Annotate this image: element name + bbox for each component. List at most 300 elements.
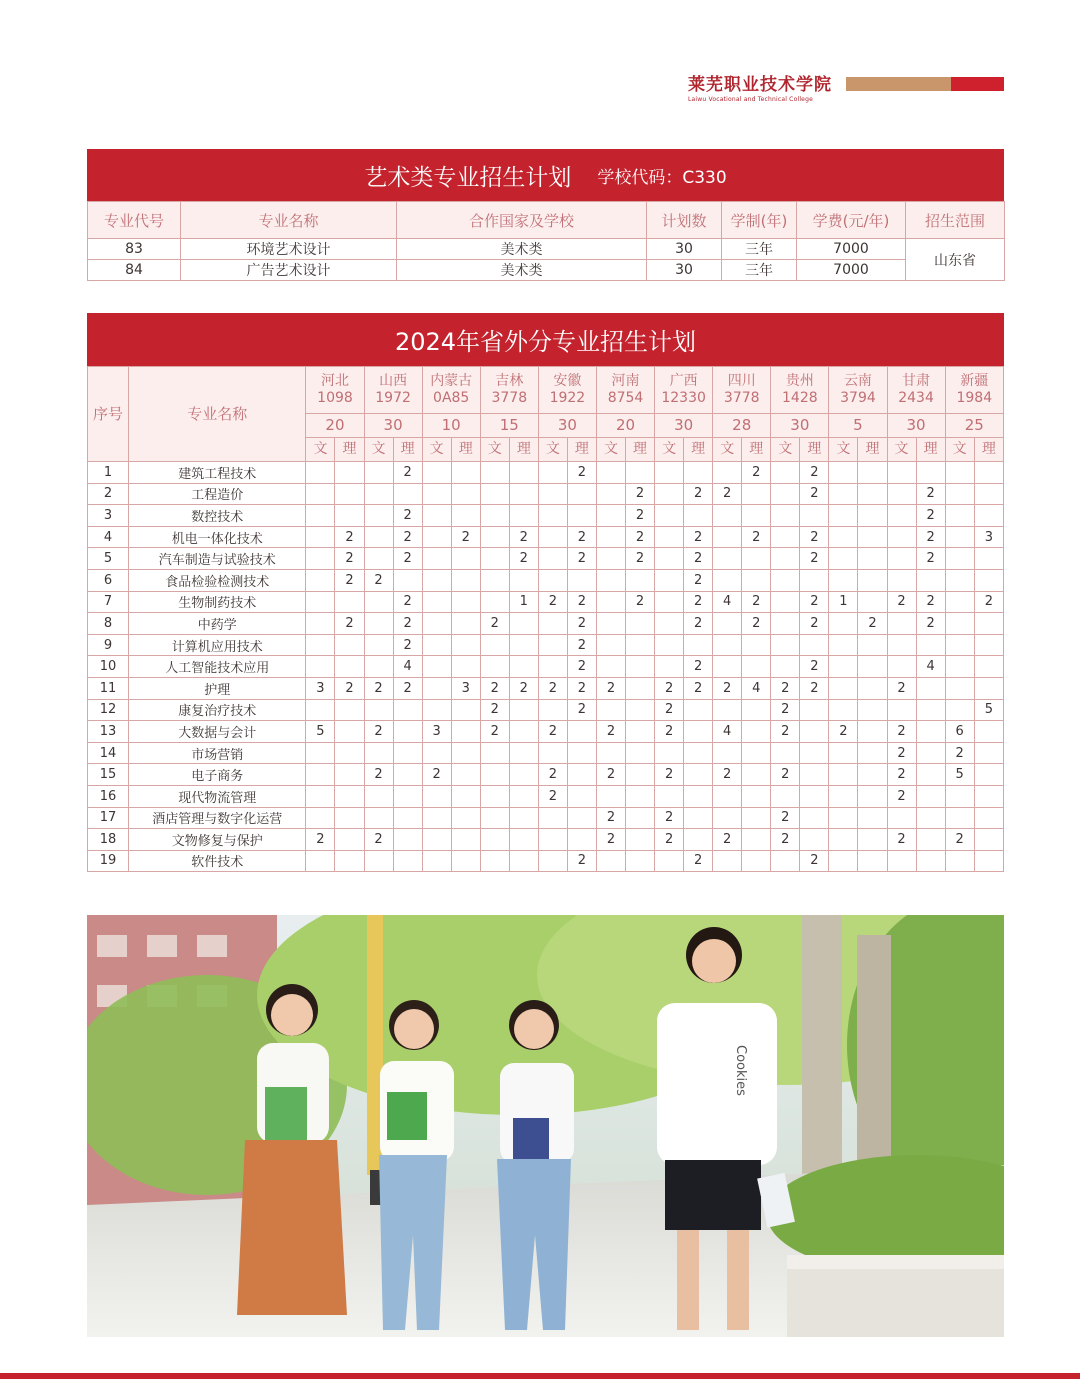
quota-cell: 2 xyxy=(684,548,713,570)
quota-cell xyxy=(306,785,335,807)
quota-cell xyxy=(422,483,451,505)
art-enrollment-table xyxy=(87,201,1005,281)
quota-cell: 2 xyxy=(567,613,596,635)
row-major-name: 中药学 xyxy=(129,613,306,635)
school-code: 学校代码：C330 xyxy=(597,167,727,188)
quota-cell xyxy=(655,548,684,570)
quota-cell: 2 xyxy=(684,850,713,872)
province-name: 内蒙古 xyxy=(430,373,473,389)
quota-cell xyxy=(945,462,974,484)
row-seq: 6 xyxy=(88,569,129,591)
province-name: 四川 xyxy=(727,373,756,389)
row-seq: 11 xyxy=(88,677,129,699)
quota-cell xyxy=(742,764,771,786)
quota-cell xyxy=(858,548,887,570)
quota-cell xyxy=(335,483,364,505)
quota-cell xyxy=(451,569,480,591)
quota-cell xyxy=(742,785,771,807)
quota-cell xyxy=(771,548,800,570)
art-header-cell: 计划数 xyxy=(647,202,722,239)
quota-cell xyxy=(713,526,742,548)
province-header xyxy=(829,367,887,414)
quota-cell xyxy=(306,742,335,764)
quota-cell xyxy=(596,699,625,721)
quota-cell: 2 xyxy=(306,829,335,851)
art-cell: 美术类 xyxy=(397,239,647,260)
quota-cell xyxy=(800,785,829,807)
quota-cell xyxy=(538,829,567,851)
quota-cell: 2 xyxy=(800,526,829,548)
quota-cell xyxy=(538,526,567,548)
quota-cell xyxy=(916,462,945,484)
header-decor-bar-tan xyxy=(846,77,951,91)
art-table-title-band xyxy=(87,149,1004,201)
quota-cell xyxy=(538,850,567,872)
row-major-name: 现代物流管理 xyxy=(129,785,306,807)
prov-table-row xyxy=(88,526,1004,548)
quota-cell xyxy=(422,807,451,829)
quota-cell: 2 xyxy=(509,677,538,699)
quota-cell xyxy=(393,764,422,786)
quota-cell xyxy=(684,462,713,484)
quota-cell xyxy=(422,656,451,678)
quota-cell xyxy=(306,764,335,786)
quota-cell xyxy=(451,850,480,872)
quota-cell xyxy=(916,742,945,764)
quota-cell: 2 xyxy=(800,656,829,678)
prov-table-row xyxy=(88,785,1004,807)
quota-cell: 2 xyxy=(684,591,713,613)
quota-cell xyxy=(422,677,451,699)
quota-cell xyxy=(800,742,829,764)
quota-cell: 2 xyxy=(538,785,567,807)
quota-cell xyxy=(742,742,771,764)
track-wen-header: 文 xyxy=(771,438,800,462)
track-wen-header: 文 xyxy=(422,438,451,462)
quota-cell xyxy=(974,742,1003,764)
quota-cell xyxy=(800,764,829,786)
campus-students-photo xyxy=(87,915,1004,1337)
province-total: 20 xyxy=(306,414,364,438)
prov-table-row xyxy=(88,807,1004,829)
track-wen-header: 文 xyxy=(596,438,625,462)
quota-cell xyxy=(829,505,858,527)
quota-cell xyxy=(974,569,1003,591)
quota-cell xyxy=(742,850,771,872)
quota-cell: 2 xyxy=(742,591,771,613)
quota-cell xyxy=(596,613,625,635)
province-total: 30 xyxy=(655,414,713,438)
quota-cell xyxy=(451,591,480,613)
track-wen-header: 文 xyxy=(887,438,916,462)
quota-cell xyxy=(364,656,393,678)
quota-cell: 2 xyxy=(596,677,625,699)
quota-cell xyxy=(335,829,364,851)
quota-cell: 2 xyxy=(771,721,800,743)
art-cell: 7000 xyxy=(797,239,906,260)
prov-table-row xyxy=(88,656,1004,678)
province-header xyxy=(306,367,364,414)
prov-table-row xyxy=(88,721,1004,743)
quota-cell xyxy=(771,591,800,613)
art-header-cell: 招生范围 xyxy=(906,202,1005,239)
quota-cell xyxy=(742,699,771,721)
shirt-text: Cookies xyxy=(733,1045,748,1096)
quota-cell xyxy=(567,785,596,807)
quota-cell xyxy=(829,548,858,570)
quota-cell xyxy=(684,764,713,786)
quota-cell xyxy=(945,591,974,613)
row-major-name: 食品检验检测技术 xyxy=(129,569,306,591)
quota-cell xyxy=(742,548,771,570)
row-major-name: 护理 xyxy=(129,677,306,699)
quota-cell: 2 xyxy=(887,764,916,786)
quota-cell: 2 xyxy=(655,764,684,786)
prov-table-row xyxy=(88,677,1004,699)
quota-cell xyxy=(509,764,538,786)
quota-cell xyxy=(596,505,625,527)
province-total: 30 xyxy=(771,414,829,438)
quota-cell: 2 xyxy=(800,613,829,635)
quota-cell: 2 xyxy=(480,677,509,699)
quota-cell xyxy=(713,742,742,764)
quota-cell: 2 xyxy=(567,462,596,484)
quota-cell xyxy=(335,591,364,613)
quota-cell xyxy=(945,569,974,591)
art-cell: 30 xyxy=(647,260,722,281)
track-wen-header: 文 xyxy=(713,438,742,462)
quota-cell xyxy=(713,462,742,484)
prov-header-province-row xyxy=(88,367,1004,414)
quota-cell xyxy=(596,850,625,872)
quota-cell: 2 xyxy=(567,634,596,656)
province-name: 河南 xyxy=(611,373,640,389)
quota-cell xyxy=(480,829,509,851)
track-li-header: 理 xyxy=(858,438,887,462)
quota-cell: 2 xyxy=(655,677,684,699)
quota-cell: 2 xyxy=(364,764,393,786)
row-major-name: 计算机应用技术 xyxy=(129,634,306,656)
quota-cell xyxy=(742,829,771,851)
quota-cell: 2 xyxy=(393,677,422,699)
quota-cell: 2 xyxy=(335,677,364,699)
quota-cell xyxy=(974,850,1003,872)
quota-cell xyxy=(451,829,480,851)
quota-cell xyxy=(945,526,974,548)
row-seq: 8 xyxy=(88,613,129,635)
quota-cell: 2 xyxy=(771,829,800,851)
prov-table-row xyxy=(88,462,1004,484)
quota-cell: 2 xyxy=(567,850,596,872)
quota-cell xyxy=(684,742,713,764)
quota-cell: 1 xyxy=(509,591,538,613)
quota-cell xyxy=(829,526,858,548)
quota-cell: 2 xyxy=(596,829,625,851)
quota-cell: 2 xyxy=(393,462,422,484)
quota-cell: 2 xyxy=(887,742,916,764)
province-total: 30 xyxy=(887,414,945,438)
quota-cell xyxy=(945,850,974,872)
quota-cell xyxy=(306,526,335,548)
quota-cell xyxy=(916,677,945,699)
logo-chinese-name: 莱芜职业技术学院 xyxy=(688,75,832,95)
quota-cell: 2 xyxy=(974,591,1003,613)
quota-cell xyxy=(771,505,800,527)
quota-cell xyxy=(480,807,509,829)
quota-cell xyxy=(451,462,480,484)
quota-cell xyxy=(887,634,916,656)
quota-cell xyxy=(480,742,509,764)
art-cell: 广告艺术设计 xyxy=(181,260,397,281)
quota-cell: 2 xyxy=(713,764,742,786)
track-wen-header: 文 xyxy=(480,438,509,462)
quota-cell: 4 xyxy=(742,677,771,699)
quota-cell xyxy=(451,634,480,656)
province-name: 甘肃 xyxy=(902,373,931,389)
quota-cell xyxy=(451,548,480,570)
quota-cell xyxy=(771,569,800,591)
quota-cell xyxy=(393,721,422,743)
quota-cell: 2 xyxy=(916,483,945,505)
quota-cell xyxy=(393,699,422,721)
track-li-header: 理 xyxy=(800,438,829,462)
quota-cell xyxy=(306,483,335,505)
quota-cell xyxy=(335,785,364,807)
quota-cell xyxy=(974,829,1003,851)
quota-cell xyxy=(655,656,684,678)
quota-cell xyxy=(596,569,625,591)
quota-cell xyxy=(335,656,364,678)
quota-cell: 2 xyxy=(742,613,771,635)
quota-cell xyxy=(626,699,655,721)
quota-cell xyxy=(480,505,509,527)
quota-cell xyxy=(974,548,1003,570)
quota-cell xyxy=(538,569,567,591)
province-code: 3778 xyxy=(723,390,760,406)
quota-cell: 5 xyxy=(306,721,335,743)
quota-cell xyxy=(829,807,858,829)
quota-cell xyxy=(771,656,800,678)
quota-cell xyxy=(945,505,974,527)
quota-cell xyxy=(626,613,655,635)
quota-cell xyxy=(480,850,509,872)
quota-cell xyxy=(538,699,567,721)
quota-cell: 2 xyxy=(684,656,713,678)
prov-table-row xyxy=(88,764,1004,786)
province-header xyxy=(596,367,654,414)
quota-cell xyxy=(916,721,945,743)
art-cell: 三年 xyxy=(722,260,797,281)
province-enrollment-table xyxy=(87,366,1004,872)
quota-cell xyxy=(713,505,742,527)
quota-cell: 2 xyxy=(916,548,945,570)
quota-cell xyxy=(887,699,916,721)
quota-cell: 5 xyxy=(945,764,974,786)
quota-cell xyxy=(974,634,1003,656)
quota-cell xyxy=(771,785,800,807)
quota-cell xyxy=(800,699,829,721)
quota-cell xyxy=(451,807,480,829)
quota-cell: 2 xyxy=(626,548,655,570)
track-li-header: 理 xyxy=(451,438,480,462)
prov-table-row xyxy=(88,548,1004,570)
province-total: 5 xyxy=(829,414,887,438)
quota-cell xyxy=(422,850,451,872)
quota-cell xyxy=(974,677,1003,699)
quota-cell xyxy=(655,505,684,527)
track-li-header: 理 xyxy=(916,438,945,462)
quota-cell: 2 xyxy=(335,569,364,591)
quota-cell xyxy=(974,462,1003,484)
quota-cell xyxy=(393,807,422,829)
quota-cell xyxy=(771,742,800,764)
quota-cell xyxy=(509,699,538,721)
quota-cell xyxy=(887,807,916,829)
art-table-row xyxy=(88,260,1005,281)
row-major-name: 康复治疗技术 xyxy=(129,699,306,721)
track-li-header: 理 xyxy=(626,438,655,462)
prov-table-row xyxy=(88,483,1004,505)
art-cell: 83 xyxy=(88,239,181,260)
quota-cell xyxy=(829,785,858,807)
quota-cell: 2 xyxy=(364,721,393,743)
quota-cell xyxy=(335,807,364,829)
quota-cell xyxy=(364,807,393,829)
quota-cell xyxy=(393,785,422,807)
quota-cell: 2 xyxy=(567,591,596,613)
quota-cell xyxy=(509,613,538,635)
quota-cell xyxy=(974,505,1003,527)
quota-cell xyxy=(480,656,509,678)
quota-cell xyxy=(364,591,393,613)
row-major-name: 文物修复与保护 xyxy=(129,829,306,851)
prov-table-row xyxy=(88,850,1004,872)
quota-cell xyxy=(335,721,364,743)
quota-cell: 2 xyxy=(596,721,625,743)
province-name: 吉林 xyxy=(495,373,524,389)
quota-cell xyxy=(858,677,887,699)
quota-cell: 2 xyxy=(567,548,596,570)
row-seq: 4 xyxy=(88,526,129,548)
province-code: 1428 xyxy=(782,390,818,406)
row-seq: 2 xyxy=(88,483,129,505)
quota-cell xyxy=(451,613,480,635)
art-header-cell: 学制(年) xyxy=(722,202,797,239)
quota-cell xyxy=(742,569,771,591)
quota-cell xyxy=(858,829,887,851)
quota-cell xyxy=(829,613,858,635)
quota-cell xyxy=(306,850,335,872)
quota-cell xyxy=(684,785,713,807)
quota-cell: 2 xyxy=(887,829,916,851)
art-table-header-row xyxy=(88,202,1005,239)
row-seq: 1 xyxy=(88,462,129,484)
quota-cell xyxy=(509,483,538,505)
row-seq: 9 xyxy=(88,634,129,656)
art-cell: 美术类 xyxy=(397,260,647,281)
row-seq: 19 xyxy=(88,850,129,872)
quota-cell: 2 xyxy=(509,526,538,548)
quota-cell: 2 xyxy=(451,526,480,548)
quota-cell xyxy=(858,526,887,548)
quota-cell xyxy=(306,699,335,721)
quota-cell xyxy=(335,505,364,527)
quota-cell xyxy=(858,785,887,807)
quota-cell: 2 xyxy=(655,699,684,721)
quota-cell: 1 xyxy=(829,591,858,613)
province-code: 0A85 xyxy=(433,390,470,406)
quota-cell xyxy=(858,850,887,872)
quota-cell xyxy=(480,526,509,548)
quota-cell: 2 xyxy=(887,591,916,613)
quota-cell xyxy=(596,656,625,678)
quota-cell: 2 xyxy=(684,613,713,635)
quota-cell xyxy=(945,785,974,807)
quota-cell xyxy=(916,634,945,656)
quota-cell: 2 xyxy=(887,721,916,743)
quota-cell xyxy=(538,483,567,505)
quota-cell xyxy=(509,505,538,527)
row-major-name: 生物制药技术 xyxy=(129,591,306,613)
quota-cell xyxy=(684,829,713,851)
quota-cell: 2 xyxy=(684,569,713,591)
quota-cell: 2 xyxy=(684,526,713,548)
quota-cell xyxy=(916,699,945,721)
quota-cell xyxy=(684,505,713,527)
college-logo xyxy=(688,70,848,103)
quota-cell: 2 xyxy=(626,591,655,613)
quota-cell xyxy=(742,807,771,829)
quota-cell xyxy=(916,807,945,829)
quota-cell xyxy=(945,656,974,678)
quota-cell xyxy=(626,569,655,591)
quota-cell: 2 xyxy=(364,677,393,699)
quota-cell xyxy=(538,462,567,484)
row-seq: 14 xyxy=(88,742,129,764)
quota-cell xyxy=(306,548,335,570)
quota-cell xyxy=(567,829,596,851)
quota-cell xyxy=(655,634,684,656)
quota-cell xyxy=(858,483,887,505)
prov-table-row xyxy=(88,505,1004,527)
major-name-header: 专业名称 xyxy=(129,367,306,462)
quota-cell xyxy=(858,764,887,786)
quota-cell xyxy=(829,483,858,505)
quota-cell xyxy=(771,634,800,656)
row-seq: 13 xyxy=(88,721,129,743)
quota-cell: 3 xyxy=(306,677,335,699)
quota-cell xyxy=(916,569,945,591)
quota-cell xyxy=(771,483,800,505)
quota-cell xyxy=(713,785,742,807)
quota-cell xyxy=(626,721,655,743)
row-seq: 17 xyxy=(88,807,129,829)
quota-cell xyxy=(655,850,684,872)
quota-cell: 2 xyxy=(742,462,771,484)
quota-cell xyxy=(655,483,684,505)
quota-cell xyxy=(451,699,480,721)
quota-cell xyxy=(829,462,858,484)
quota-cell xyxy=(829,634,858,656)
quota-cell xyxy=(480,634,509,656)
quota-cell: 3 xyxy=(974,526,1003,548)
quota-cell xyxy=(945,807,974,829)
province-header xyxy=(887,367,945,414)
quota-cell xyxy=(974,656,1003,678)
row-seq: 12 xyxy=(88,699,129,721)
quota-cell xyxy=(829,764,858,786)
quota-cell xyxy=(713,613,742,635)
